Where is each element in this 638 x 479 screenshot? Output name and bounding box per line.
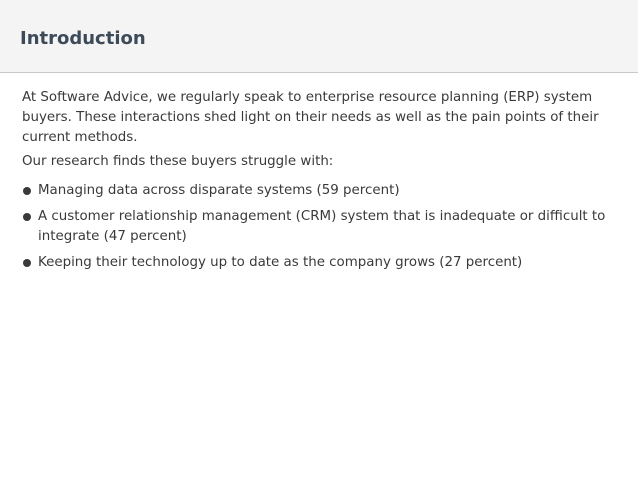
bullet-icon [23,259,31,267]
intro-paragraph: At Software Advice, we regularly speak to enterprise resource planning (ERP) system buyers. These interactions shed light on their needs as well as the pain points of their current methods. [22,90,599,145]
list-item [22,207,612,247]
list-item [22,181,612,201]
bullet-icon [23,213,31,221]
list-item-text: Keeping their technology up to date as the company grows (27 percent) [38,255,523,270]
findings-list [22,181,612,273]
slide-body [22,88,612,279]
list-item-text: A customer relationship management (CRM) system that is inadequate or difficult to integrate (47 percent) [38,209,606,244]
lead-in-text: Our research finds these buyers struggle with: [22,154,334,169]
slide-header [0,0,638,73]
slide-title: Introduction [20,28,146,49]
bullet-icon [23,187,31,195]
list-item [22,253,612,273]
list-item-text: Managing data across disparate systems (59 percent) [38,183,400,198]
